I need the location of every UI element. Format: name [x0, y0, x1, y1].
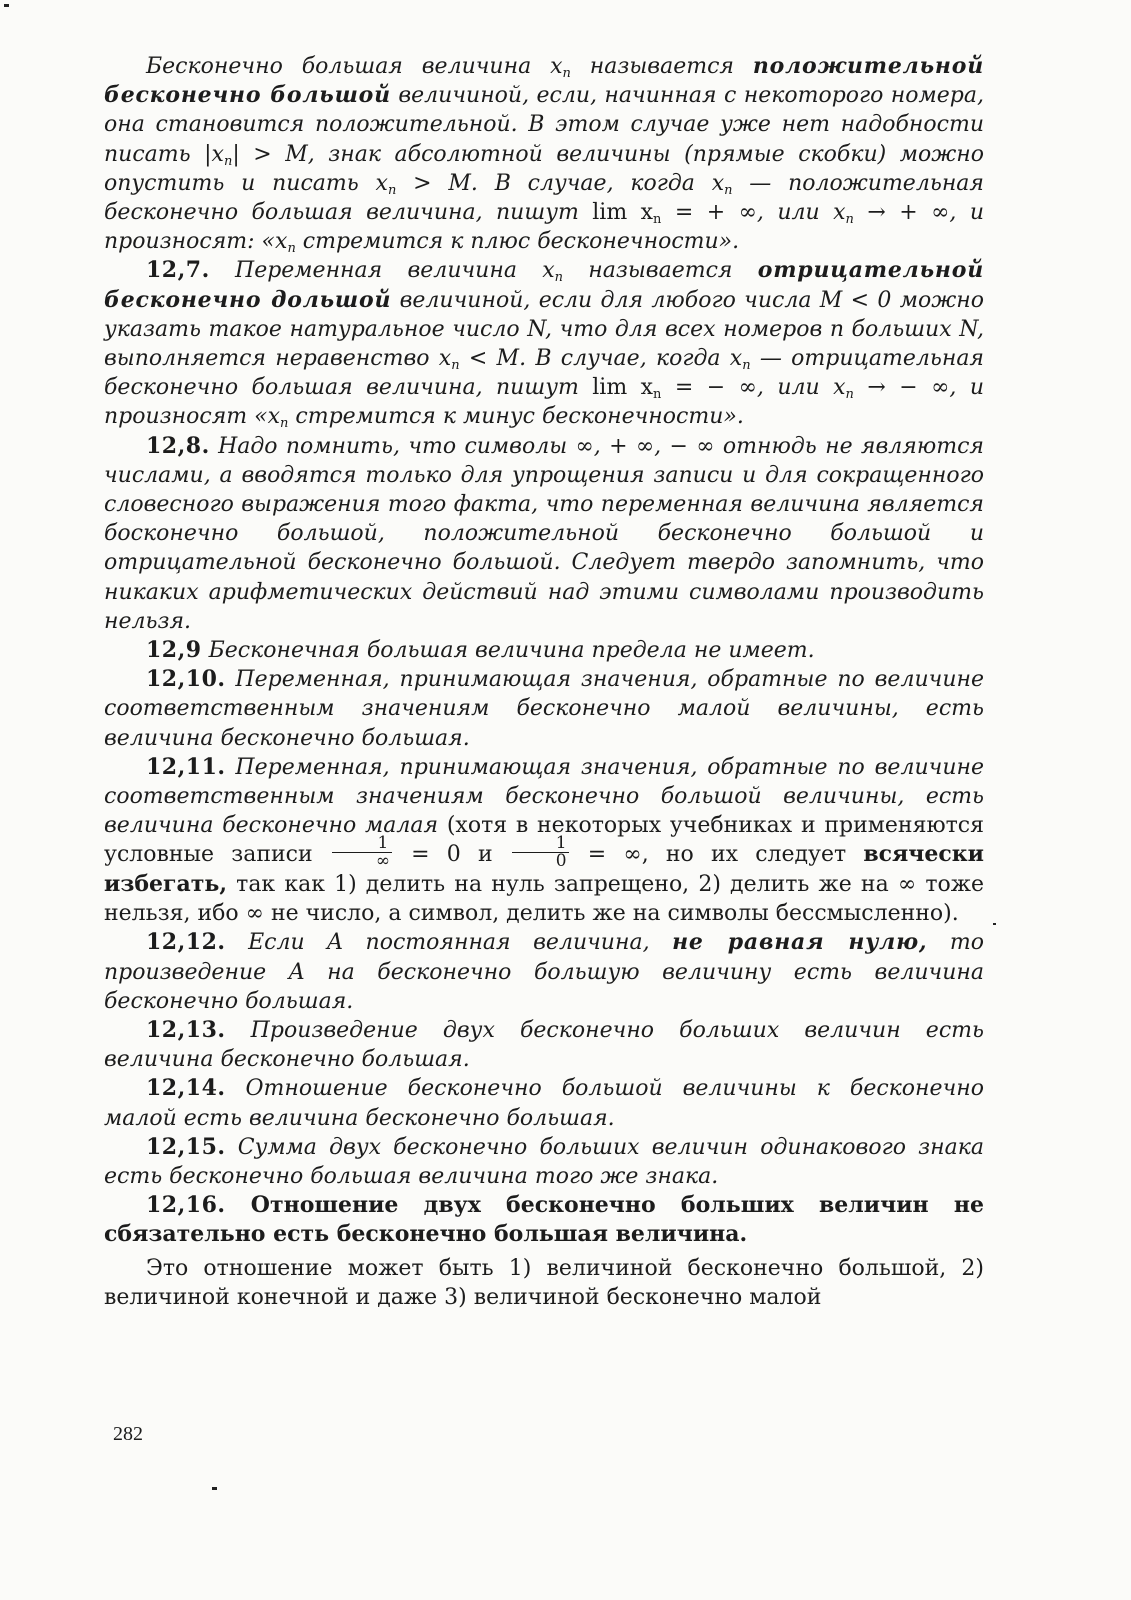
section-number: 12,10. [146, 666, 226, 693]
math-infinity-symbols: ∞, + ∞, − ∞ [575, 433, 715, 459]
text-run: величиной, если для любого числа [391, 287, 820, 313]
paragraph-12-13 [104, 1016, 984, 1074]
math-one-over-zero: $\frac{1}{0}$ = ∞ [510, 842, 642, 867]
text-run: , и произносят « [104, 375, 984, 430]
text-run: Если A постоянная величина, [225, 930, 673, 956]
bold-term: не равная нулю, [672, 929, 928, 956]
section-number: 12,9 [146, 637, 202, 664]
text-run: , но их следует [641, 842, 864, 868]
math-arrow-plus-inf: $x_n$ → + ∞ [833, 200, 950, 228]
math-arrow-minus-inf: $x_n$ → − ∞ [833, 375, 950, 403]
text-run: Бесконечная большая величина предела не имеет. [201, 638, 815, 664]
paragraph-12-15 [104, 1133, 984, 1191]
text-run: Отношение двух бесконечно больших величин не сбязательно есть бесконечно большая величина. [104, 1192, 984, 1248]
paragraph-12-16 [104, 1191, 984, 1249]
scan-speck [212, 1487, 217, 1490]
paragraph-12-14 [104, 1074, 984, 1132]
text-run: Отношение бесконечно большой величины к бесконечно малой есть величина бесконечно большая. [104, 1076, 984, 1131]
text-run: Переменная величина [209, 258, 543, 284]
text-run: Переменная, принимающая значения, обратные по величине соответственным значениям бесконечно большой величины, есть величина бесконечно малая [104, 754, 984, 839]
section-number: 12,14. [146, 1075, 226, 1102]
bold-term: всячески избегать, [104, 841, 984, 897]
text-run: . В случае, когда [519, 346, 730, 372]
math-xn: $x_n$ [711, 170, 733, 198]
text-run: стремится к плюс бесконечности». [295, 229, 740, 255]
text-run: — положительная бесконечно большая величина, пишут [104, 170, 984, 226]
paragraph-12-11 [104, 753, 984, 929]
text-run: больших [843, 316, 960, 342]
text-run: Надо помнить, что символы [209, 433, 576, 459]
paragraph-12-12 [104, 928, 984, 1016]
text-run: то произведение A на бесконечно большую величину есть величина бесконечно большая. [104, 930, 984, 1014]
text-run: можно указать такое натуральное число [104, 287, 984, 342]
paragraph-12-8 [104, 432, 984, 636]
section-number: 12,15. [146, 1133, 226, 1160]
section-number: 12,8. [146, 432, 210, 459]
document-body [104, 52, 984, 1312]
math-xn: $x_n$ [729, 346, 751, 374]
text-run: — отрицательная бесконечно большая величина, пишут [104, 346, 984, 401]
math-one-over-inf: $\frac{1}{\infty}$ = 0 [330, 842, 461, 867]
text-run: величиной, если, начинная с некоторого номера, она становится положительной. В этом случае уже нет надобности писать [104, 83, 984, 167]
math-xn-lt-M: $x_n < M$ [438, 346, 520, 374]
text-run: Произведение двух бесконечно больших величин есть величина бесконечно большая. [104, 1018, 984, 1073]
section-number: 12,7. [146, 257, 210, 284]
section-number: 12,13. [146, 1017, 226, 1043]
math-M-lt-0: M < 0 [819, 287, 892, 313]
page-number: 282 [113, 1423, 143, 1445]
paragraph-12-7 [104, 256, 984, 431]
math-N: N [527, 316, 546, 342]
text-run: стремится к минус бесконечности». [288, 404, 744, 430]
math-xn: $x_n$ [267, 404, 289, 432]
math-lim-minus-inf: $\lim x_n$ = − ∞ [592, 375, 757, 403]
text-run: Бесконечно большая величина [146, 54, 551, 79]
paragraph-intro [104, 52, 984, 256]
section-number: 12,11. [146, 753, 226, 780]
math-xn: $x_n$ [275, 229, 296, 257]
paragraph-last [104, 1254, 984, 1312]
section-number: 12,16. [146, 1192, 226, 1219]
bold-term: отрицательной бесконечно дольшой [104, 257, 984, 313]
text-run: (хотя в некоторых учебниках и применяются условные записи [104, 813, 984, 868]
text-run: . В случае, когда [470, 170, 712, 196]
math-N: N [959, 316, 978, 342]
scan-speck [4, 4, 9, 7]
math-lim-plus-inf: $\lim x_n$ = + ∞ [592, 200, 757, 228]
text-run: , или [756, 375, 834, 401]
text-run: называется [570, 54, 753, 79]
math-xn: $x_n$ [542, 258, 563, 286]
math-abs-xn-gt-M: $|x_n| > M$ [204, 141, 308, 169]
text-run: Это отношение может быть 1) величиной бесконечно большой, 2) величиной конечной и даже 3) величиной бесконечно малой [104, 1255, 984, 1310]
text-run: Переменная, принимающая значения, обратные по величине соответственным значениям бесконечно малой величины, есть величина бесконечно большая. [104, 667, 984, 751]
text-run: называется [563, 258, 758, 284]
paragraph-12-9 [104, 636, 984, 665]
text-run: так как 1) делить на нуль запрещено, 2) делить же на ∞ тоже нельзя, ибо ∞ не число, а символ, делить же на символы бессмысленно). [104, 871, 984, 927]
text-run: отнюдь не являются числами, а вводятся только для упрощения записи и для сокращенного словесного выражения того факта, что переменная величина является босконечно большой, положительной бесконечно большой и отрицательной бесконечно большой. Следует твердо запомнить, что никаких арифметических действий над этими символами производить нельзя. [104, 433, 984, 634]
text-run: , и произносят: « [104, 200, 984, 255]
paragraph-12-10 [104, 665, 984, 753]
text-run: и [460, 842, 510, 868]
math-xn-gt-M: $x_n > M$ [375, 170, 471, 198]
text-run: , выполняется неравенство [104, 316, 985, 372]
text-run: , что для всех номеров [545, 316, 830, 342]
scan-speck [993, 923, 996, 925]
math-n: n [829, 316, 844, 342]
text-run: , или [756, 200, 834, 226]
text-run: , знак абсолютной величины (прямые скобки) можно опустить и писать [104, 141, 984, 196]
bold-term: положительной бесконечно большой [104, 53, 984, 109]
text-run: Сумма двух бесконечно больших величин одинакового знака есть бесконечно большая величина того же знака. [104, 1134, 984, 1190]
section-number: 12,12. [146, 929, 226, 956]
math-xn: $x_n$ [550, 54, 571, 81]
